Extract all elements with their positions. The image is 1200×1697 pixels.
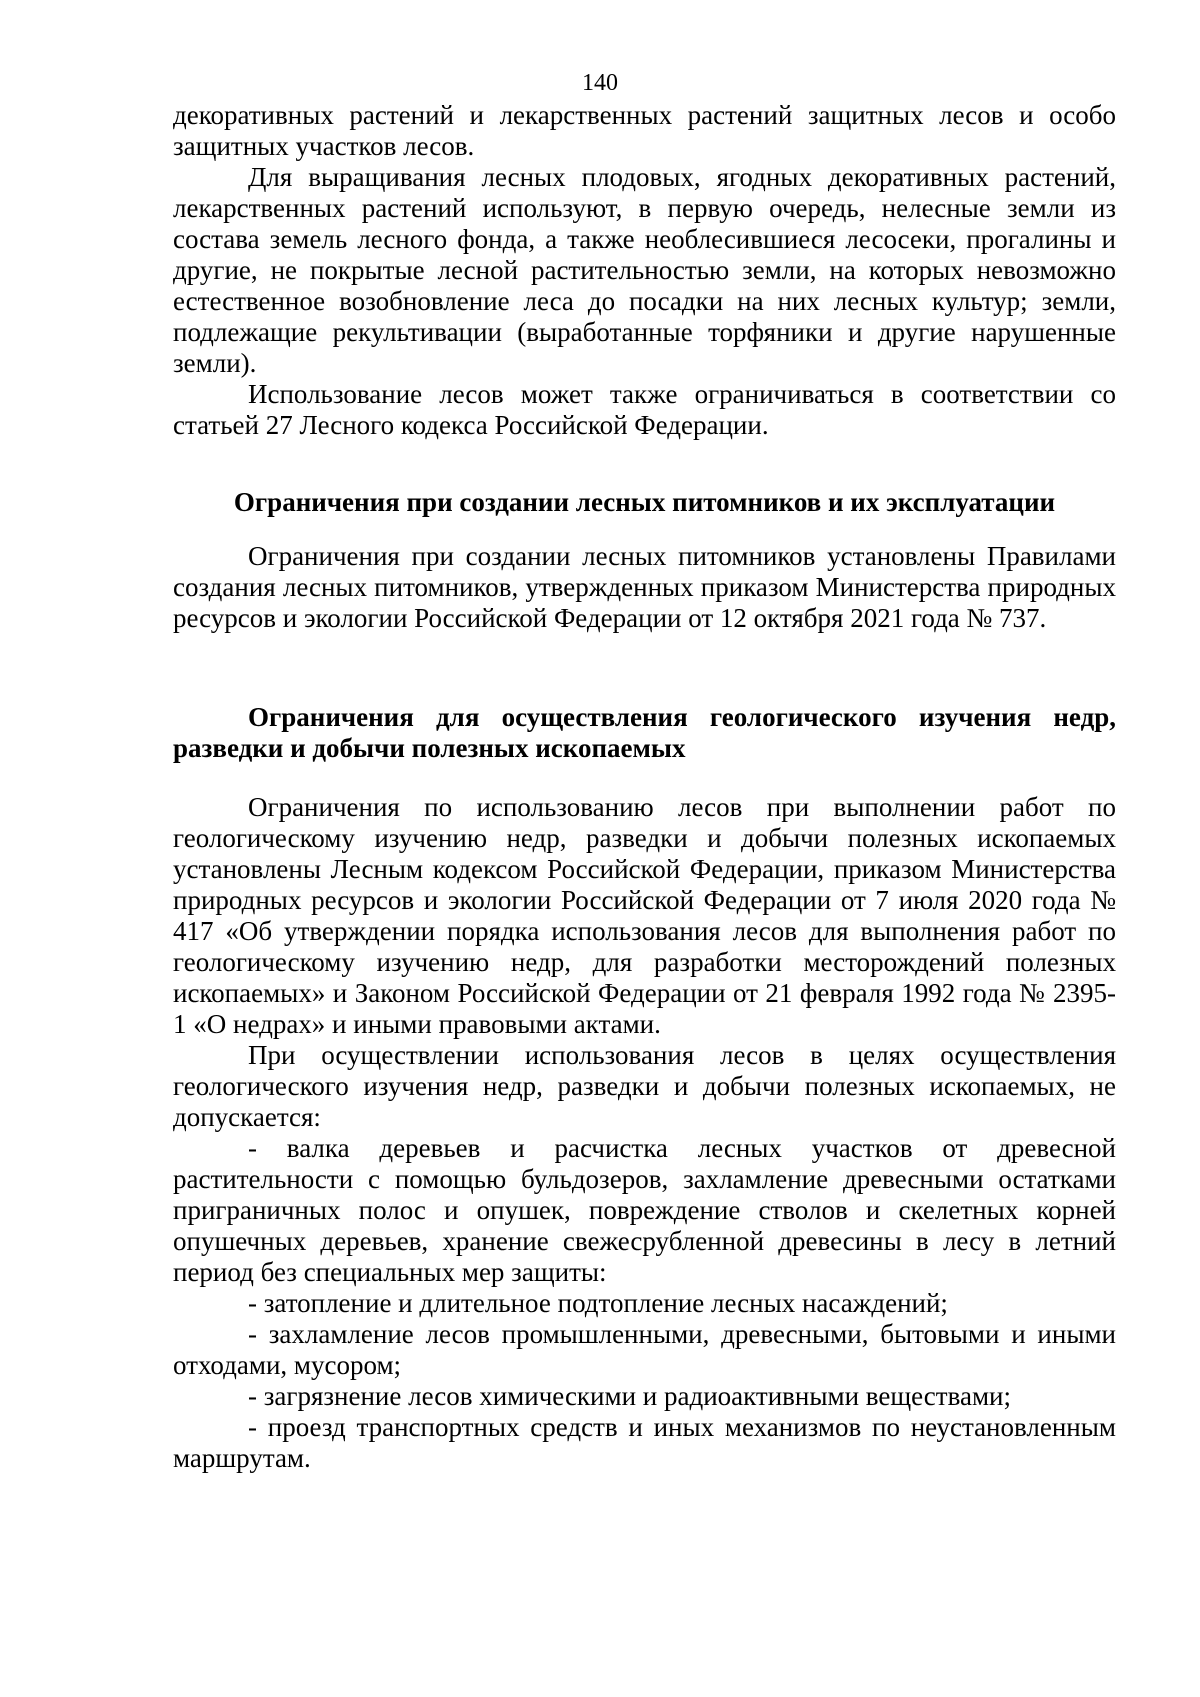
nurseries-section-heading: Ограничения при создании лесных питомников и их эксплуатации xyxy=(233,487,1056,517)
geology-prohibited-intro-paragraph: При осуществлении использования лесов в целях осуществления геологического изучения недр, разведки и добычи полезных ископаемых, не допускается: xyxy=(173,1040,1116,1132)
prohibited-list-item: - затопление и длительное подтопление лесных насаждений; xyxy=(248,1288,948,1318)
nurseries-paragraph: Ограничения при создании лесных питомников установлены Правилами создания лесных питомников, утвержденных приказом Министерства природных ресурсов и экологии Российской Федерации от 12 октября 2021 года № 737. xyxy=(173,541,1116,633)
continuation-paragraph: декоративных растений и лекарственных растений защитных лесов и особо защитных участков лесов. xyxy=(173,100,1116,161)
cultivation-paragraph: Для выращивания лесных плодовых, ягодных декоративных растений, лекарственных растений используют, в первую очередь, нелесные земли из состава земель лесного фонда, а также необлесившиеся лесосеки, прогалины и другие, не покрытые лесной растительностью земли, на которых невозможно естественное возобновление леса до посадки на них лесных культур; земли, подлежащие рекультивации (выработанные торфяники и другие нарушенные земли). xyxy=(173,162,1116,378)
geology-heading-block xyxy=(173,702,1116,764)
prohibited-list-item: - валка деревьев и расчистка лесных участков от древесной растительности с помощью бульдозеров, захламление древесными остатками приграничных полос и опушек, повреждение стволов и скелетных корней опушечных деревьев, хранение свежесрубленной древесины в лесу в летний период без специальных мер защиты: xyxy=(173,1133,1116,1287)
article-27-paragraph: Использование лесов может также ограничиваться в соответствии со статьей 27 Лесного кодекса Российской Федерации. xyxy=(173,379,1116,440)
intro-block xyxy=(173,100,1116,441)
prohibited-list-item: - захламление лесов промышленными, древесными, бытовыми и иными отходами, мусором; xyxy=(173,1319,1116,1380)
page-number: 140 xyxy=(582,70,618,96)
nurseries-heading-block xyxy=(173,487,1116,518)
geology-body-block xyxy=(173,792,1116,1474)
nurseries-body-block xyxy=(173,541,1116,634)
geology-section-heading: Ограничения для осуществления геологического изучения недр, разведки и добычи полезных ископаемых xyxy=(173,702,1116,763)
geology-legal-basis-paragraph: Ограничения по использованию лесов при выполнении работ по геологическому изучению недр, разведки и добычи полезных ископаемых установлены Лесным кодексом Российской Федерации, приказом Министерства природных ресурсов и экологии Российской Федерации от 7 июля 2020 года № 417 «Об утверждении порядка использования лесов для выполнения работ по геологическому изучению недр, для разработки месторождений полезных ископаемых» и Законом Российской Федерации от 21 февраля 1992 года № 2395-1 «О недрах» и иными правовыми актами. xyxy=(173,792,1116,1039)
prohibited-list-item: - проезд транспортных средств и иных механизмов по неустановленным маршрутам. xyxy=(173,1412,1116,1473)
prohibited-list-item: - загрязнение лесов химическими и радиоактивными веществами; xyxy=(248,1381,1011,1411)
